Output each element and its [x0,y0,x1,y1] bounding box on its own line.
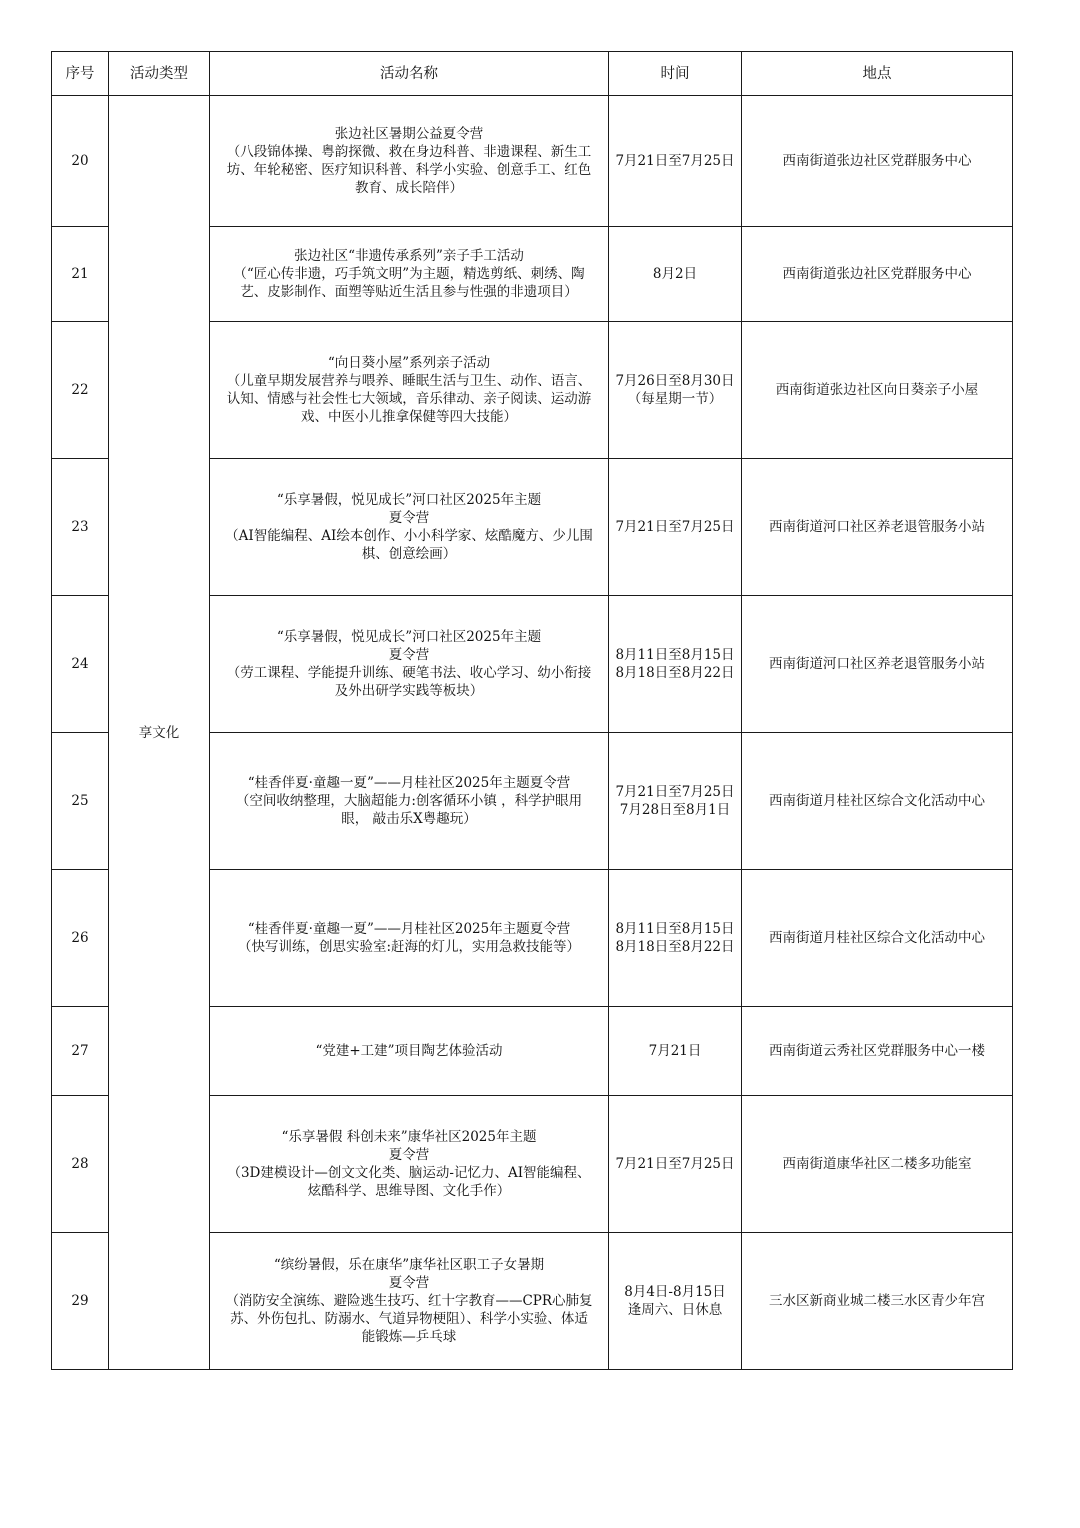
activity-name-line: “桂香伴夏·童趣一夏”——月桂社区2025年主题夏令营 [247,775,571,791]
activity-name-line: 教育、成长陪伴） [355,180,463,196]
activity-name [210,1096,609,1233]
activity-time-line: 8月11日至8月15日 [615,647,735,663]
activity-time-line: 7月21日至7月25日 [615,1156,735,1172]
activity-name-line: 张边社区暑期公益夏令营 [334,126,484,142]
activity-name-line: 戏、中医小儿推拿保健等四大技能） [301,409,517,425]
activity-name-line: （AI智能编程、AI绘本创作、小小科学家、炫酷魔方、少儿围 [225,528,593,544]
activity-name-line: 及外出研学实践等板块） [334,683,484,699]
activity-name-line: 夏令营 [388,647,430,663]
row-number: 25 [52,733,109,870]
activity-place: 西南街道张边社区向日葵亲子小屋 [742,322,1013,459]
activity-name-line: （消防安全演练、避险逃生技巧、红十字教育——CPR心肺复 [225,1293,593,1309]
activity-place: 西南街道河口社区养老退管服务小站 [742,459,1013,596]
row-number: 21 [52,227,109,322]
row-number: 28 [52,1096,109,1233]
activity-time-line: 7月21日至7月25日 [615,784,735,800]
row-number: 29 [52,1233,109,1370]
row-number: 23 [52,459,109,596]
activity-name [210,596,609,733]
category-cell: 享文化 [109,96,210,1370]
activity-time-line: 8月18日至8月22日 [615,939,735,955]
activity-time [609,227,742,322]
activity-time [609,1007,742,1096]
activity-name [210,322,609,459]
activity-name-line: 夏令营 [388,1275,430,1291]
header-no: 序号 [52,52,109,96]
activity-place: 西南街道云秀社区党群服务中心一楼 [742,1007,1013,1096]
activity-name-line: 苏、外伤包扎、防溺水、气道异物梗阻）、科学小实验、体适 [230,1311,588,1327]
activity-name-line: 坊、年轮秘密、医疗知识科普、科学小实验、创意手工、红色 [226,162,592,178]
activity-name [210,459,609,596]
activity-name [210,227,609,322]
activity-name-line: （儿童早期发展营养与喂养、睡眠生活与卫生、动作、语言、 [226,373,592,389]
activity-time-line: 8月18日至8月22日 [615,665,735,681]
header-type: 活动类型 [109,52,210,96]
row-number: 27 [52,1007,109,1096]
activity-place: 三水区新商业城二楼三水区青少年宫 [742,1233,1013,1370]
activity-time [609,733,742,870]
activity-name-line: “党建+工建”项目陶艺体验活动 [315,1043,503,1059]
activity-name-line: “向日葵小屋”系列亲子活动 [327,355,491,371]
activity-time-line: 8月2日 [652,266,698,282]
activity-table [51,51,1013,1370]
activity-time [609,96,742,227]
activity-name-line: 夏令营 [388,510,430,526]
activity-name-line: “乐享暑假，悦见成长”河口社区2025年主题 [276,492,542,508]
table-row [52,96,1013,227]
header-time: 时间 [609,52,742,96]
activity-time [609,322,742,459]
activity-place: 西南街道河口社区养老退管服务小站 [742,596,1013,733]
activity-name-line: （快写训练，创思实验室:赶海的灯儿，实用急救技能等） [237,939,581,955]
activity-name-line: （3D建模设计—创文文化类、脑运动-记忆力、AI智能编程、 [227,1165,591,1181]
row-number: 26 [52,870,109,1007]
activity-place: 西南街道月桂社区综合文化活动中心 [742,733,1013,870]
activity-name [210,870,609,1007]
activity-time-line: 逢周六、日休息 [627,1302,723,1318]
activity-name [210,1007,609,1096]
activity-name [210,1233,609,1370]
activity-name-line: 眼， 敲击乐X粤趣玩） [341,811,477,827]
activity-time-line: 7月21日至7月25日 [615,519,735,535]
activity-name-line: “乐享暑假，悦见成长”河口社区2025年主题 [276,629,542,645]
activity-time-line: 8月4日-8月15日 [624,1284,726,1300]
row-number: 22 [52,322,109,459]
activity-time-line: （每星期一节） [627,391,723,407]
activity-time-line: 7月26日至8月30日 [615,373,735,389]
activity-name-line: “乐享暑假 科创未来”康华社区2025年主题 [281,1129,537,1145]
activity-place: 西南街道张边社区党群服务中心 [742,227,1013,322]
activity-time-line: 7月28日至8月1日 [619,802,731,818]
row-number: 20 [52,96,109,227]
activity-name-line: 张边社区“非遗传承系列”亲子手工活动 [294,248,524,264]
header-place: 地点 [742,52,1013,96]
activity-time-line: 7月21日 [648,1043,702,1059]
activity-name [210,96,609,227]
activity-name-line: 能锻炼—乒乓球 [361,1329,457,1345]
activity-time [609,1096,742,1233]
activity-name-line: “桂香伴夏·童趣一夏”——月桂社区2025年主题夏令营 [247,921,571,937]
activity-name-line: （“匠心传非遗，巧手筑文明”为主题，精选剪纸、刺绣、陶 [233,266,585,282]
activity-name-line: （空间收纳整理，大脑超能力:创客循环小镇 ，科学护眼用 [235,793,583,809]
activity-time [609,870,742,1007]
activity-time-line: 7月21日至7月25日 [615,153,735,169]
activity-name-line: 炫酷科学、思维导图、文化手作） [307,1183,511,1199]
activity-name-line: 夏令营 [388,1147,430,1163]
activity-name-line: 认知、情感与社会性七大领域，音乐律动、亲子阅读、运动游 [226,391,592,407]
activity-place: 西南街道康华社区二楼多功能室 [742,1096,1013,1233]
activity-name-line: 艺、皮影制作、面塑等贴近生活且参与性强的非遗项目） [240,284,578,300]
header-name: 活动名称 [210,52,609,96]
row-number: 24 [52,596,109,733]
header-row [52,52,1013,96]
activity-time-line: 8月11日至8月15日 [615,921,735,937]
activity-name-line: “缤纷暑假，乐在康华”康华社区职工子女暑期 [273,1257,545,1273]
activity-time [609,459,742,596]
activity-place: 西南街道张边社区党群服务中心 [742,96,1013,227]
activity-name-line: （劳工课程、学能提升训练、硬笔书法、收心学习、幼小衔接 [226,665,592,681]
activity-name [210,733,609,870]
activity-place: 西南街道月桂社区综合文化活动中心 [742,870,1013,1007]
activity-time [609,596,742,733]
activity-name-line: （八段锦体操、粤韵探微、救在身边科普、非遗课程、新生工 [226,144,592,160]
activity-name-line: 棋、创意绘画） [361,546,457,562]
activity-time [609,1233,742,1370]
